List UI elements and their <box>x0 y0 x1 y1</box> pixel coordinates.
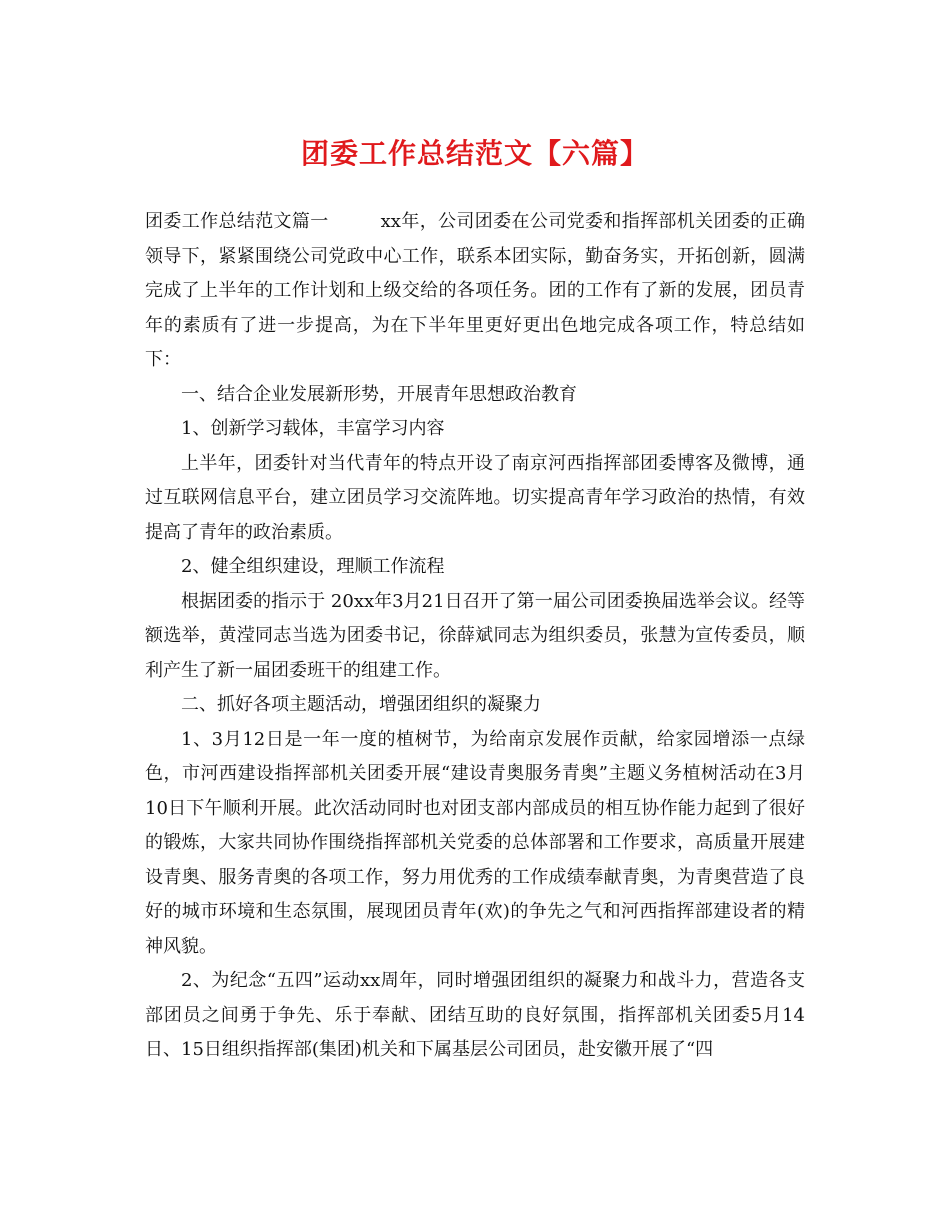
paragraph-5: 2、为纪念“五四”运动xx周年，同时增强团组织的凝聚力和战斗力，营造各支部团员之间勇于争先、乐于奉献、团结互助的良好氛围，指挥部机关团委5月14日、15日组织指挥部(集团)机关和下属基层公司团员，赴安徽开展了“四 <box>145 970 805 1060</box>
paragraph-2: 上半年，团委针对当代青年的特点开设了南京河西指挥部团委博客及微博，通过互联网信息平台，建立团员学习交流阵地。切实提高青年学习政治的热情，有效提高了青年的政治素质。 <box>145 452 805 543</box>
section-heading: 团委工作总结范文篇一 <box>145 211 329 232</box>
heading-2: 二、抓好各项主题活动，增强团组织的凝聚力 <box>181 694 541 715</box>
paragraph-1 <box>145 205 805 378</box>
paragraph-4: 1、3月12日是一年一度的植树节，为给南京发展作贡献，给家园增添一点绿色，市河西建设指挥部机关团委开展“建设青奥服务青奥”主题义务植树活动在3月10日下午顺利开展。此次活动同时也对团支部内部成员的相互协作能力起到了很好的锻炼，大家共同协作围绕指挥部机关党委的总体部署和工作要求，高质量开展建设青奥、服务青奥的各项工作，努力用优秀的工作成绩奉献青奥，为青奥营造了良好的城市环境和生态氛围，展现团员青年(欢)的争先之气和河西指挥部建设者的精神风貌。 <box>145 728 805 957</box>
subheading-1-1: 1、创新学习载体，丰富学习内容 <box>181 418 445 439</box>
heading-1: 一、结合企业发展新形势，开展青年思想政治教育 <box>181 383 577 405</box>
document-body <box>145 205 805 1068</box>
document-title: 团委工作总结范文【六篇】 <box>300 137 649 170</box>
subheading-1-2: 2、健全组织建设，理顺工作流程 <box>181 556 445 577</box>
paragraph-text: xx年，公司团委在公司党委和指挥部机关团委的正确领导下，紧紧围绕公司党政中心工作，联系本团实际，勤奋务实，开拓创新，圆满完成了上半年的工作计划和上级交给的各项任务。团的工作有了新的发展，团员青年的素质有了进一步提高，为在下半年里更好更出色地完成各项工作，特总结如下： <box>145 211 805 370</box>
paragraph-3: 根据团委的指示于 20xx年3月21日召开了第一届公司团委换届选举会议。经等额选举，黄滢同志当选为团委书记，徐薛斌同志为组织委员，张慧为宣传委员，顺利产生了新一届团委班干的组建工作。 <box>145 590 805 681</box>
